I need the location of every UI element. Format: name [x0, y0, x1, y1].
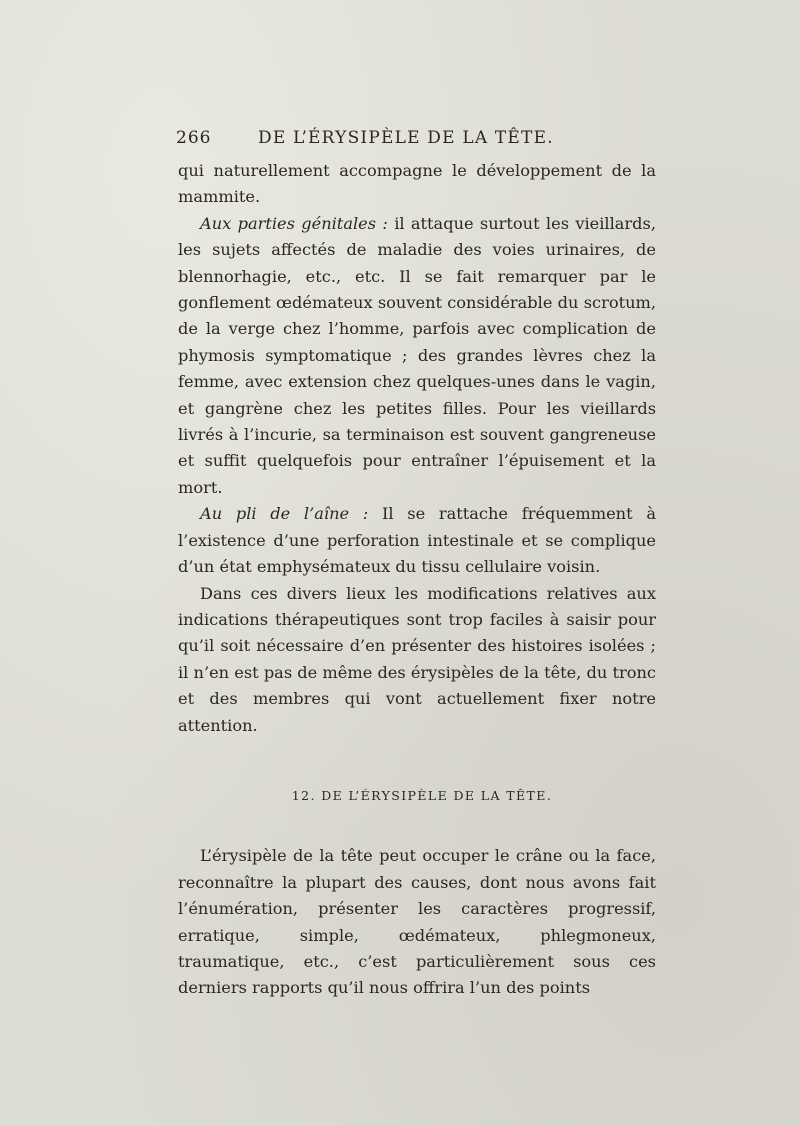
- paragraph-lead-italic: Au pli de l’aîne :: [200, 504, 369, 524]
- paragraph-body: il attaque surtout les vieillards, les sujets affectés de maladie des voies urinaires, de blennorhagie, etc., etc. Il se fait remarquer par le gonflement œdémateux souvent considérable du scrotum, de la verge chez l’homme, parfois avec complication de phymosis symptomatique ; des grandes lèvres chez la femme, avec extension chez quelques-unes dans le vagin, et gangrène chez les petites filles. Pour les vieillards livrés à l’incurie, sa terminaison est souvent gangreneuse et suffit quelquefois pour entraîner l’épuisement et la mort.: [178, 213, 656, 497]
- paragraph-various-places: Dans ces divers lieux les modifications relatives aux indications thérapeutiques sont trop faciles à saisir pour qu’il soit nécessaire d’en présenter des histoires isolées ; il n’en est pas de même des érysipèles de la tête, du tronc et des membres qui vont actuellement fixer notre attention.: [178, 583, 656, 735]
- book-page: [178, 128, 656, 1002]
- paragraph-head-erysipelas: L’érysipèle de la tête peut occuper le crâne ou la face, reconnaître la plupart des causes, dont nous avons fait l’énumération, présenter les caractères progressif, erratique, simple, œdémateux, phlegmoneux, traumatique, etc., c’est particulièrement sous ces derniers rapports qu’il nous offrira l’un des points: [178, 846, 656, 998]
- section-heading: 12. DE L’ÉRYSIPÈLE DE LA TÊTE.: [291, 787, 553, 803]
- running-head: [178, 128, 656, 158]
- paragraph-body: Il se rattache fréquemment à l’existence d’une perforation intestinale et se complique d’un état emphysémateux du tissu cellulaire voisin.: [178, 504, 656, 577]
- running-title: DE L’ÉRYSIPÈLE DE LA TÊTE.: [258, 128, 554, 148]
- page-number: 266: [176, 128, 212, 148]
- paragraph-lead-italic: Aux parties génitales :: [200, 213, 388, 233]
- paragraph-genital-parts: [178, 211, 656, 501]
- body-text: [178, 158, 656, 1002]
- paragraph-groin: [178, 501, 656, 580]
- paragraph-continuation: qui naturellement accompagne le développement de la mammite.: [178, 161, 656, 207]
